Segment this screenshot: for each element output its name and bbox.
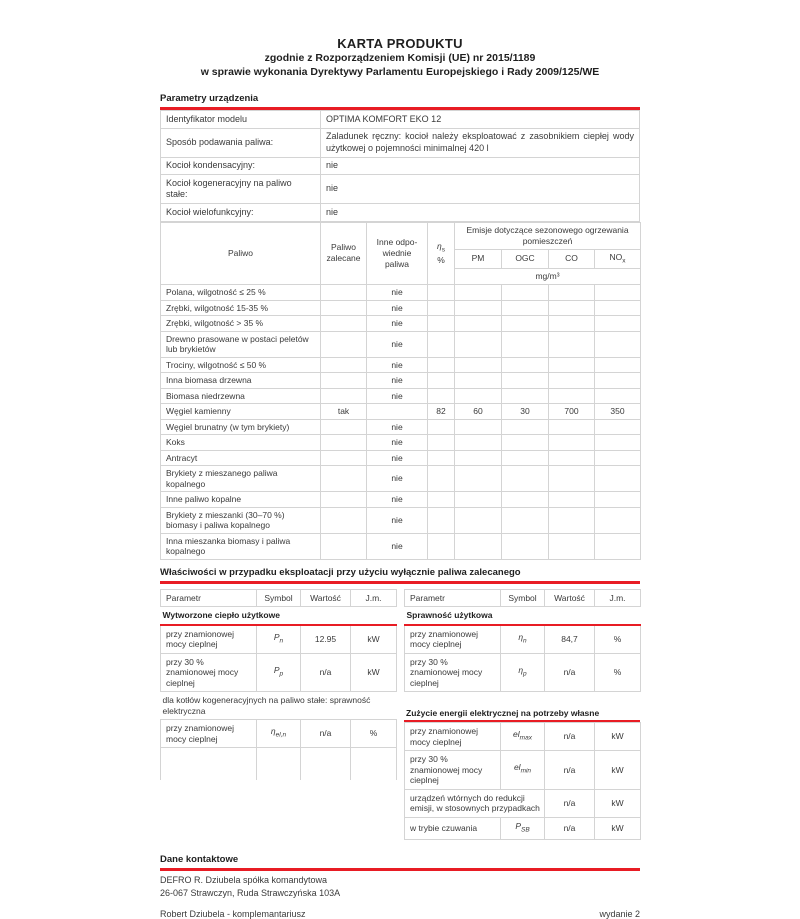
empty-cell <box>301 748 351 780</box>
fuel-cell-paliwo: Inna biomasa drzewna <box>161 373 321 389</box>
fuel-cell-inne: nie <box>367 285 428 301</box>
device-row-value: nie <box>321 175 640 204</box>
param-unit: kW <box>595 817 641 839</box>
fuel-cell-paliwo: Koks <box>161 435 321 451</box>
section-title-properties: Właściwości w przypadku eksploatacji przy użyciu wyłącznie paliwa zalecanego <box>160 567 640 584</box>
param-unit: kW <box>595 723 641 751</box>
empty-cell <box>161 748 257 780</box>
param-row <box>405 751 641 790</box>
fuel-col-inne <box>367 222 428 285</box>
device-row-value: Zaladunek ręczny: kocioł należy eksploatować z zasobnikiem ciepłej wody użytkowej o pojemności minimalnej 420 l <box>321 128 640 157</box>
fuel-cell-zalecane <box>321 507 367 533</box>
fuel-cell-paliwo: Drewno prasowane w postaci peletów lub brykietów <box>161 331 321 357</box>
fuel-cell-paliwo: Zrębki, wilgotność 15-35 % <box>161 300 321 316</box>
param-value: n/a <box>545 723 595 751</box>
fuel-cell-paliwo: Węgiel kamienny <box>161 404 321 420</box>
header-symbol: Symbol <box>257 589 301 607</box>
param-row <box>405 653 641 692</box>
device-table <box>160 110 640 222</box>
fuel-cell-pm: 60 <box>455 404 502 420</box>
company-name: DEFRO R. Dziubela spółka komandytowa <box>160 874 328 885</box>
fuel-cell-zalecane <box>321 466 367 492</box>
fuel-row <box>161 357 641 373</box>
fuel-cell-pm <box>455 300 502 316</box>
fuel-row <box>161 419 641 435</box>
param-symbol: $\eta_n$ <box>501 625 545 654</box>
param-value: n/a <box>545 653 595 692</box>
fuel-cell-pm <box>455 373 502 389</box>
fuel-table-body <box>161 285 641 560</box>
fuel-cell-nox <box>595 331 641 357</box>
contact-person: Robert Dziubela - komplemantariusz <box>160 908 306 919</box>
fuel-cell-pm <box>455 285 502 301</box>
fuel-cell-co <box>549 316 595 332</box>
fuel-cell-ogc <box>502 373 549 389</box>
fuel-cell-paliwo: Biomasa niedrzewna <box>161 388 321 404</box>
left-table-body <box>161 625 397 780</box>
fuel-cell-zalecane <box>321 373 367 389</box>
fuel-cell-nox <box>595 466 641 492</box>
edition-label: wydanie 2 <box>599 908 640 919</box>
header-unit: J.m. <box>595 589 641 607</box>
param-symbol: $P_{SB}$ <box>501 817 545 839</box>
fuel-cell-nox <box>595 507 641 533</box>
fuel-cell-eta <box>428 331 455 357</box>
fuel-row <box>161 507 641 533</box>
param-row <box>161 625 397 654</box>
fuel-cell-eta <box>428 285 455 301</box>
fuel-cell-pm <box>455 388 502 404</box>
fuel-cell-pm <box>455 357 502 373</box>
param-symbol: $el_{min}$ <box>501 751 545 790</box>
fuel-col-zalecane-line2: zalecane <box>326 253 361 264</box>
fuel-cell-co <box>549 507 595 533</box>
param-row <box>405 625 641 654</box>
fuel-cell-zalecane <box>321 419 367 435</box>
fuel-col-ogc: OGC <box>502 249 549 269</box>
properties-left-column <box>160 589 396 780</box>
param-value: n/a <box>301 720 351 748</box>
fuel-cell-paliwo: Inna mieszanka biomasy i paliwa kopalnego <box>161 533 321 559</box>
prop-subheader-row <box>161 607 397 625</box>
fuel-cell-co <box>549 357 595 373</box>
fuel-cell-inne: nie <box>367 507 428 533</box>
fuel-cell-co <box>549 331 595 357</box>
fuel-row <box>161 285 641 301</box>
param-label: przy 30 % znamionowej mocy cieplnej <box>161 653 257 692</box>
fuel-cell-paliwo: Węgiel brunatny (w tym brykiety) <box>161 419 321 435</box>
fuel-cell-pm <box>455 492 502 508</box>
param-label: w trybie czuwania <box>405 817 501 839</box>
param-unit: kW <box>351 625 397 654</box>
fuel-cell-nox <box>595 388 641 404</box>
fuel-cell-inne: nie <box>367 492 428 508</box>
param-label: przy 30 % znamionowej mocy cieplnej <box>405 751 501 790</box>
right-prop-table-a <box>404 589 641 693</box>
fuel-cell-paliwo: Polana, wilgotność ≤ 25 % <box>161 285 321 301</box>
eta-subscript: s <box>441 246 445 254</box>
fuel-cell-eta <box>428 419 455 435</box>
fuel-cell-ogc <box>502 419 549 435</box>
fuel-row <box>161 533 641 559</box>
eta-symbol: η <box>437 240 442 251</box>
fuel-cell-inne: nie <box>367 331 428 357</box>
page-title: KARTA PRODUKTU <box>337 36 463 51</box>
fuel-cell-eta <box>428 388 455 404</box>
fuel-cell-eta <box>428 316 455 332</box>
fuel-col-inne-line1: Inne odpo- <box>376 236 418 247</box>
fuel-cell-pm <box>455 316 502 332</box>
param-unit: kW <box>595 789 641 817</box>
right-table-a-body <box>405 625 641 692</box>
fuel-col-zalecane <box>321 222 367 285</box>
fuel-cell-zalecane <box>321 316 367 332</box>
fuel-row <box>161 450 641 466</box>
fuel-col-eta <box>428 222 455 285</box>
fuel-col-zalecane-line1: Paliwo <box>330 242 357 253</box>
fuel-cell-eta <box>428 373 455 389</box>
fuel-cell-pm <box>455 435 502 451</box>
page-subtitle-1: zgodnie z Rozporządzeniem Komisji (UE) nr 2015/1189 <box>264 52 536 64</box>
fuel-cell-ogc <box>502 388 549 404</box>
prop-header-row <box>161 589 397 607</box>
fuel-row <box>161 466 641 492</box>
subheader-heat-output: Wytworzone ciepło użytkowe <box>161 607 397 625</box>
table-row <box>161 204 640 222</box>
fuel-cell-eta <box>428 300 455 316</box>
nox-symbol: NO <box>609 251 623 262</box>
header-param: Parametr <box>405 589 501 607</box>
company-address: 26-067 Strawczyn, Ruda Strawczyńska 103A <box>160 887 341 898</box>
fuel-cell-inne: nie <box>367 466 428 492</box>
fuel-cell-ogc: 30 <box>502 404 549 420</box>
fuel-cell-ogc <box>502 285 549 301</box>
param-row <box>161 748 397 780</box>
fuel-cell-co <box>549 533 595 559</box>
fuel-col-nox <box>595 249 641 269</box>
fuel-cell-inne: nie <box>367 388 428 404</box>
subheader-efficiency: Sprawność użytkowa <box>405 607 641 625</box>
param-label: urządzeń wtórnych do redukcji emisji, w stosownych przypadkach <box>405 789 545 817</box>
param-symbol: $\eta_p$ <box>501 653 545 692</box>
left-prop-table <box>160 589 397 780</box>
prop-header-row <box>405 589 641 607</box>
fuel-cell-nox <box>595 316 641 332</box>
param-label: przy znamionowej mocy cieplnej <box>161 720 257 748</box>
fuel-cell-paliwo: Brykiety z mieszanki (30–70 %) biomasy i paliwa kopalnego <box>161 507 321 533</box>
fuel-cell-co <box>549 466 595 492</box>
fuel-cell-nox <box>595 533 641 559</box>
fuel-cell-ogc <box>502 450 549 466</box>
product-card-page <box>160 0 640 919</box>
fuel-cell-nox <box>595 419 641 435</box>
param-value: n/a <box>301 653 351 692</box>
fuel-cell-inne <box>367 404 428 420</box>
fuel-col-emissions: Emisje dotyczące sezonowego ogrzewania pomieszczeń <box>455 222 641 249</box>
fuel-cell-ogc <box>502 533 549 559</box>
fuel-cell-nox <box>595 357 641 373</box>
subheader-electric-consumption: Zużycie energii elektrycznej na potrzeby własne <box>404 706 640 722</box>
param-row <box>405 817 641 839</box>
fuel-cell-eta <box>428 450 455 466</box>
device-row-value: OPTIMA KOMFORT EKO 12 <box>321 111 640 129</box>
table-row <box>161 175 640 204</box>
param-value: n/a <box>545 789 595 817</box>
fuel-table <box>160 222 641 560</box>
fuel-col-co: CO <box>549 249 595 269</box>
fuel-cell-inne: nie <box>367 357 428 373</box>
fuel-cell-ogc <box>502 357 549 373</box>
fuel-cell-nox <box>595 285 641 301</box>
fuel-row <box>161 435 641 451</box>
param-value: n/a <box>545 817 595 839</box>
fuel-col-unit: mg/m³ <box>455 269 641 285</box>
fuel-cell-eta: 82 <box>428 404 455 420</box>
fuel-cell-pm <box>455 507 502 533</box>
param-row <box>161 653 397 692</box>
fuel-cell-paliwo: Zrębki, wilgotność > 35 % <box>161 316 321 332</box>
table-row <box>161 128 640 157</box>
param-symbol: $\eta_{el,n}$ <box>257 720 301 748</box>
header-unit: J.m. <box>351 589 397 607</box>
fuel-cell-co: 700 <box>549 404 595 420</box>
fuel-cell-ogc <box>502 300 549 316</box>
fuel-cell-eta <box>428 435 455 451</box>
fuel-col-inne-line2: wiednie paliwa <box>382 247 412 269</box>
fuel-cell-nox: 350 <box>595 404 641 420</box>
fuel-cell-nox <box>595 373 641 389</box>
fuel-cell-inne: nie <box>367 300 428 316</box>
fuel-cell-zalecane <box>321 450 367 466</box>
fuel-cell-pm <box>455 331 502 357</box>
fuel-row <box>161 373 641 389</box>
fuel-cell-eta <box>428 507 455 533</box>
param-row <box>161 692 397 720</box>
fuel-cell-co <box>549 435 595 451</box>
param-value: 12.95 <box>301 625 351 654</box>
fuel-row <box>161 316 641 332</box>
fuel-cell-ogc <box>502 466 549 492</box>
section-title-parameters: Parametry urządzenia <box>160 93 640 110</box>
param-unit: % <box>351 720 397 748</box>
right-table-b-body <box>405 723 641 840</box>
fuel-cell-nox <box>595 492 641 508</box>
fuel-cell-pm <box>455 533 502 559</box>
param-row <box>405 723 641 751</box>
eta-unit: % <box>437 255 445 266</box>
fuel-col-pm: PM <box>455 249 502 269</box>
fuel-cell-eta <box>428 492 455 508</box>
fuel-cell-eta <box>428 533 455 559</box>
empty-cell <box>351 748 397 780</box>
prop-subheader-row <box>405 607 641 625</box>
fuel-cell-paliwo: Inne paliwo kopalne <box>161 492 321 508</box>
fuel-cell-zalecane <box>321 331 367 357</box>
header-param: Parametr <box>161 589 257 607</box>
nox-subscript: x <box>622 257 626 265</box>
param-unit: kW <box>595 751 641 790</box>
fuel-cell-co <box>549 419 595 435</box>
param-unit: % <box>595 653 641 692</box>
param-row <box>161 720 397 748</box>
fuel-cell-zalecane <box>321 357 367 373</box>
fuel-cell-pm <box>455 466 502 492</box>
device-row-label: Identyfikator modelu <box>161 111 321 129</box>
fuel-cell-inne: nie <box>367 435 428 451</box>
param-unit: kW <box>351 653 397 692</box>
fuel-cell-zalecane <box>321 492 367 508</box>
device-row-label: Kocioł kogeneracyjny na paliwo stałe: <box>161 175 321 204</box>
contact-block <box>160 874 640 900</box>
fuel-cell-paliwo: Antracyt <box>161 450 321 466</box>
param-label: przy znamionowej mocy cieplnej <box>405 625 501 654</box>
device-row-label: Kocioł kondensacyjny: <box>161 157 321 175</box>
fuel-cell-pm <box>455 419 502 435</box>
fuel-row <box>161 492 641 508</box>
param-label: przy 30 % znamionowej mocy cieplnej <box>405 653 501 692</box>
fuel-cell-ogc <box>502 331 549 357</box>
fuel-cell-zalecane <box>321 435 367 451</box>
fuel-header-row <box>161 222 641 249</box>
param-unit: % <box>595 625 641 654</box>
header-symbol: Symbol <box>501 589 545 607</box>
properties-right-column <box>404 589 640 840</box>
table-row <box>161 111 640 129</box>
fuel-cell-nox <box>595 300 641 316</box>
param-value: 84,7 <box>545 625 595 654</box>
fuel-row <box>161 388 641 404</box>
fuel-cell-co <box>549 450 595 466</box>
footer-row <box>160 909 640 919</box>
fuel-cell-paliwo: Trociny, wilgotność ≤ 50 % <box>161 357 321 373</box>
fuel-cell-ogc <box>502 435 549 451</box>
right-prop-table-b <box>404 722 641 840</box>
fuel-cell-inne: nie <box>367 373 428 389</box>
fuel-cell-co <box>549 300 595 316</box>
param-symbol: $P_n$ <box>257 625 301 654</box>
fuel-cell-nox <box>595 450 641 466</box>
param-symbol: $P_p$ <box>257 653 301 692</box>
param-label: przy znamionowej mocy cieplnej <box>405 723 501 751</box>
fuel-cell-zalecane <box>321 285 367 301</box>
fuel-cell-zalecane <box>321 388 367 404</box>
fuel-cell-co <box>549 388 595 404</box>
param-row <box>405 789 641 817</box>
page-subtitle-2: w sprawie wykonania Dyrektywy Parlamentu Europejskiego i Rady 2009/125/WE <box>200 66 600 78</box>
fuel-cell-ogc <box>502 507 549 533</box>
properties-columns <box>160 589 640 840</box>
fuel-cell-inne: nie <box>367 419 428 435</box>
device-row-value: nie <box>321 157 640 175</box>
fuel-cell-ogc <box>502 316 549 332</box>
device-row-value: nie <box>321 204 640 222</box>
table-row <box>161 157 640 175</box>
fuel-cell-co <box>549 492 595 508</box>
device-row-label: Kocioł wielofunkcyjny: <box>161 204 321 222</box>
header-value: Wartość <box>301 589 351 607</box>
fuel-cell-zalecane: tak <box>321 404 367 420</box>
fuel-cell-eta <box>428 357 455 373</box>
fuel-cell-eta <box>428 466 455 492</box>
fuel-cell-zalecane <box>321 533 367 559</box>
fuel-cell-pm <box>455 450 502 466</box>
fuel-col-paliwo: Paliwo <box>161 222 321 285</box>
fuel-cell-nox <box>595 435 641 451</box>
section-title-contact: Dane kontaktowe <box>160 854 640 871</box>
fuel-row <box>161 300 641 316</box>
param-span-label: dla kotłów kogeneracyjnych na paliwo stałe: sprawność elektryczna <box>161 692 397 720</box>
header-value: Wartość <box>545 589 595 607</box>
param-label: przy znamionowej mocy cieplnej <box>161 625 257 654</box>
device-row-label: Sposób podawania paliwa: <box>161 128 321 157</box>
fuel-cell-zalecane <box>321 300 367 316</box>
fuel-cell-inne: nie <box>367 450 428 466</box>
param-symbol: $el_{max}$ <box>501 723 545 751</box>
fuel-cell-co <box>549 285 595 301</box>
fuel-cell-inne: nie <box>367 533 428 559</box>
fuel-row <box>161 404 641 420</box>
empty-cell <box>257 748 301 780</box>
fuel-cell-co <box>549 373 595 389</box>
fuel-cell-paliwo: Brykiety z mieszanego paliwa kopalnego <box>161 466 321 492</box>
param-value: n/a <box>545 751 595 790</box>
fuel-cell-inne: nie <box>367 316 428 332</box>
fuel-cell-ogc <box>502 492 549 508</box>
fuel-row <box>161 331 641 357</box>
